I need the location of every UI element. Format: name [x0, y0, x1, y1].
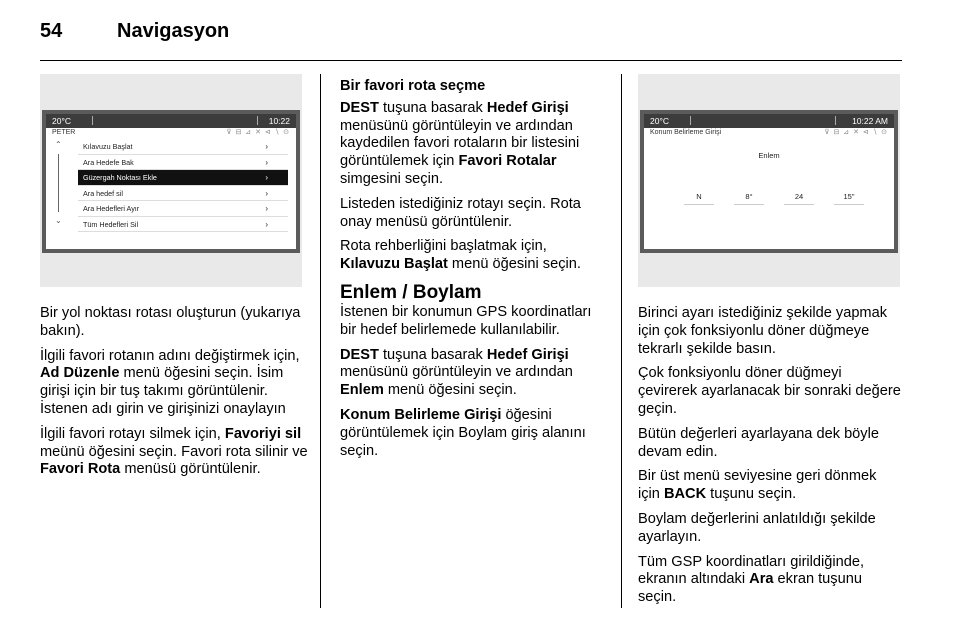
- status-separator: [835, 116, 836, 125]
- status-icons: ⊽ ⊟ ⊿ ✕ ⊲ ∖ ⊙: [824, 129, 888, 136]
- coord-direction: N: [684, 192, 714, 205]
- coordinate-fields: [684, 192, 864, 214]
- chevron-right-icon: ›: [265, 219, 268, 229]
- temperature-readout: 20°C: [650, 116, 669, 126]
- status-separator: [92, 116, 93, 125]
- scroll-up-icon: ⌃: [55, 140, 62, 149]
- text-column-middle: [340, 78, 608, 467]
- paragraph: İstenen bir konumun GPS koordinatları bir hedef belirlemede kullanılabilir.: [340, 303, 592, 338]
- chevron-right-icon: ›: [265, 157, 268, 167]
- menu-item-add-waypoint: [78, 170, 288, 186]
- menu-item-delete-waypoint: [78, 186, 288, 202]
- text-column-left: [40, 305, 308, 486]
- clock-readout: 10:22 AM: [852, 116, 888, 126]
- chevron-right-icon: ›: [265, 142, 268, 151]
- latitude-label: Enlem: [758, 151, 780, 160]
- display-screen: [42, 110, 300, 253]
- menu-item-label: Ara Hedefe Bak: [83, 157, 134, 167]
- column-divider: [621, 74, 622, 608]
- paragraph: Birinci ayarı istediğiniz şekilde yapmak için çok fonksiyonlu döner düğmeye tekrarlı şekilde basın.: [638, 305, 888, 357]
- status-icons: ⊽ ⊟ ⊿ ✕ ⊲ ∖ ⊙: [226, 129, 290, 136]
- page-title: Navigasyon: [117, 20, 230, 42]
- temperature-readout: 20°C: [52, 116, 71, 126]
- header-rule: [40, 60, 902, 61]
- chevron-right-icon: ›: [265, 173, 268, 182]
- menu-item-start-guidance: [78, 139, 288, 155]
- menu-item-sort-waypoints: [78, 201, 288, 217]
- paragraph: Çok fonksiyonlu döner düğmeyi çevirerek ayarlanacak bir sonraki değere geçin.: [638, 365, 901, 417]
- paragraph: Bir üst menü seviyesine geri dönmek için BACK tuşunu seçin.: [638, 468, 877, 503]
- screen-title: Konum Belirleme Girişi: [650, 129, 722, 136]
- coord-minutes: 24: [784, 192, 814, 205]
- paragraph: Bütün değerleri ayarlayana dek böyle devam edin.: [638, 425, 879, 460]
- menu-item-label: Kılavuzu Başlat: [83, 142, 133, 151]
- paragraph: İlgili favori rotayı silmek için, Favoriyi sil meünü öğesini seçin. Favori rota silinir ve Favori Rota menüsü görüntülenir.: [40, 425, 308, 478]
- paragraph: DEST tuşuna basarak Hedef Girişi menüsünü görüntüleyin ve ardından kaydedilen favori rotaların bir listesini görüntülemek için Favori Rotalar simgesini seçin.: [340, 99, 580, 187]
- paragraph: DEST tuşuna basarak Hedef Girişi menüsünü görüntüleyin ve ardından Enlem menü öğesini seçin.: [340, 346, 573, 399]
- status-separator: [257, 116, 258, 125]
- text-column-right: [638, 305, 902, 614]
- menu-item-label: Ara hedef sil: [83, 188, 123, 198]
- paragraph: Listeden istediğiniz rotayı seçin. Rota onay menüsü görüntülenir.: [340, 195, 581, 230]
- status-bar: [46, 114, 296, 128]
- paragraph: İlgili favori rotanın adını değiştirmek için, Ad Düzenle menü öğesini seçin. İsim girişi için bir tuş takımı görüntülenir. İstenen adı girin ve girişinizi onaylayın: [40, 347, 300, 417]
- paragraph: Konum Belirleme Girişi öğesini görüntülemek için Boylam giriş alanını seçin.: [340, 406, 586, 459]
- screen-figure-coordinates: [638, 74, 900, 287]
- coord-degrees: 8°: [734, 192, 764, 205]
- subheading: Bir favori rota seçme: [340, 78, 486, 94]
- clock-readout: 10:22: [268, 116, 290, 126]
- paragraph: Boylam değerlerini anlatıldığı şekilde ayarlayın.: [638, 510, 876, 545]
- coord-seconds: 15": [834, 192, 864, 205]
- column-divider: [320, 74, 321, 608]
- menu-item-delete-all: [78, 217, 288, 233]
- scroll-down-icon: ⌄: [55, 216, 62, 225]
- chevron-right-icon: ›: [265, 188, 268, 198]
- chevron-right-icon: ›: [265, 204, 268, 213]
- paragraph: Tüm GSP koordinatları girildiğinde, ekranın altındaki Ara ekran tuşunu seçin.: [638, 553, 865, 606]
- section-heading: Enlem / Boylam: [340, 281, 482, 303]
- status-bar: [644, 114, 894, 128]
- menu-item-label: Tüm Hedefleri Sil: [83, 219, 139, 229]
- screen-figure-menu: [40, 74, 302, 287]
- menu-item-view-waypoint: [78, 155, 288, 171]
- scroll-track: [58, 154, 59, 212]
- paragraph: Rota rehberliğini başlatmak için, Kılavuzu Başlat menü öğesini seçin.: [340, 238, 581, 273]
- paragraph: Bir yol noktası rotası oluşturun (yukarıya bakın).: [40, 305, 301, 339]
- menu-item-label: Güzergah Noktası Ekle: [83, 173, 157, 182]
- page-number: 54: [40, 20, 63, 42]
- display-screen: [640, 110, 898, 253]
- status-separator: [690, 116, 691, 125]
- route-menu: [78, 139, 288, 232]
- menu-item-label: Ara Hedefleri Ayır: [83, 204, 140, 213]
- screen-title: PETER: [52, 129, 76, 136]
